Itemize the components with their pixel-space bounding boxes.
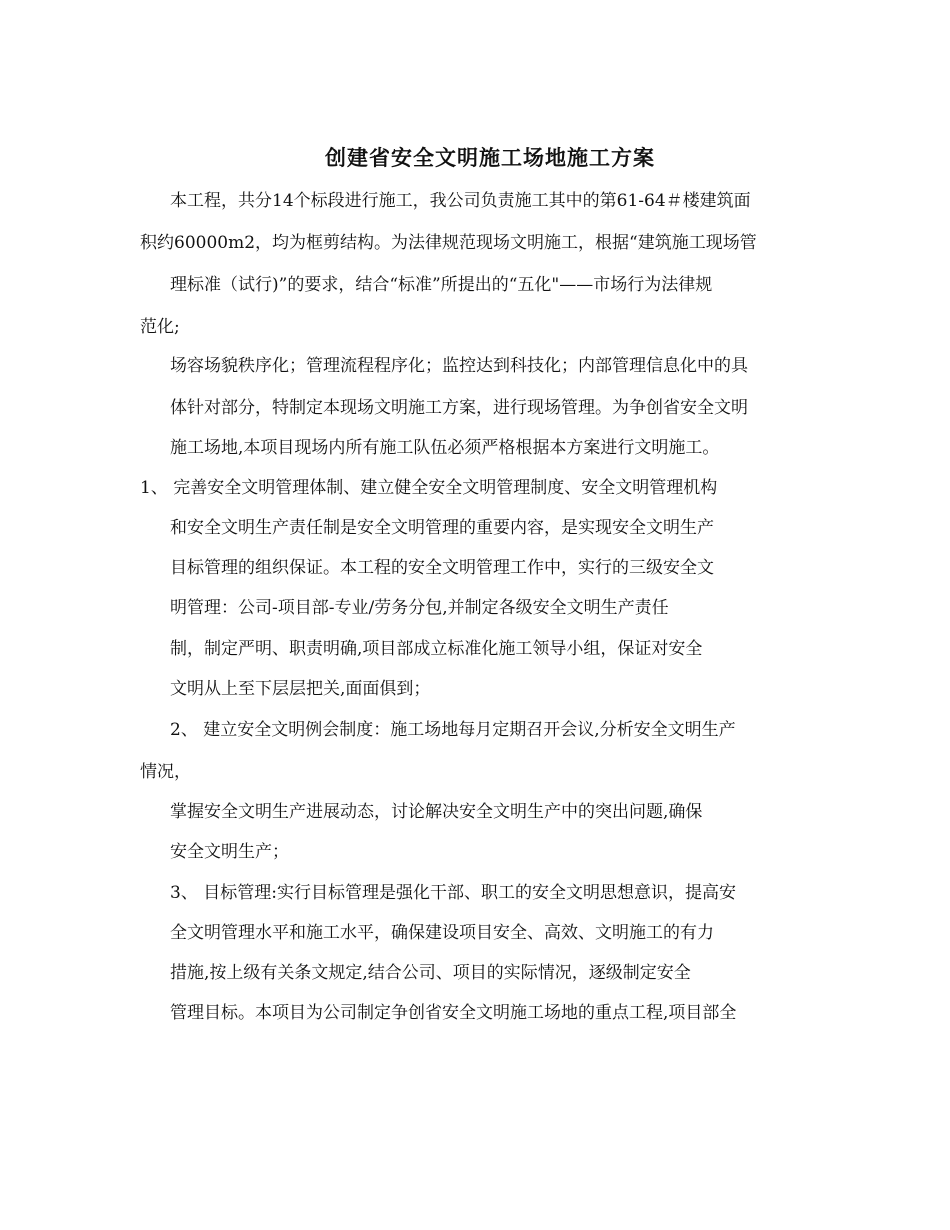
paragraph-line: 措施,按上级有关条文规定,结合公司、项目的实际情况，逐级制定安全 [170,963,691,983]
paragraph-line: 全文明管理水平和施工水平，确保建设项目安全、高效、文明施工的有力 [170,923,714,943]
paragraph-line: 情况， [140,762,191,782]
paragraph-line: 明管理：公司-项目部-专业/劳务分包,并制定各级安全文明生产责任 [170,598,669,618]
document-title: 创建省安全文明施工场地施工方案 [325,145,655,170]
paragraph-line: 理标准（试行)”的要求，结合“标准”所提出的“五化"——市场行为法律规 [170,275,713,295]
paragraph-line: 安全文明生产； [170,842,289,862]
paragraph-line: 积约60000m2，均为框剪结构。为法律规范现场文明施工，根据“建筑施工现场管 [140,233,757,253]
paragraph-line: 范化; [140,317,180,337]
paragraph-line: 体针对部分，特制定本现场文明施工方案，进行现场管理。为争创省安全文明 [170,398,748,418]
paragraph-line: 管理目标。本项目为公司制定争创省安全文明施工场地的重点工程,项目部全 [170,1003,737,1023]
paragraph-line: 制，制定严明、职责明确,项目部成立标准化施工领导小组，保证对安全 [170,639,703,659]
paragraph-line: 3、 目标管理:实行目标管理是强化干部、职工的安全文明思想意识，提高安 [170,883,736,903]
paragraph-line: 和安全文明生产责任制是安全文明管理的重要内容，是实现安全文明生产 [170,518,714,538]
paragraph-line: 目标管理的组织保证。本工程的安全文明管理工作中，实行的三级安全文 [170,558,714,578]
paragraph-line: 2、 建立安全文明例会制度：施工场地每月定期召开会议,分析安全文明生产 [170,720,736,740]
paragraph-line: 掌握安全文明生产进展动态，讨论解决安全文明生产中的突出问题,确保 [170,802,703,822]
paragraph-line: 施工场地,本项目现场内所有施工队伍必须严格根据本方案进行文明施工。 [170,438,720,458]
paragraph-line: 本工程，共分14个标段进行施工，我公司负责施工其中的第61-64＃楼建筑面 [170,191,751,211]
paragraph-line: 场容场貌秩序化；管理流程程序化；监控达到科技化；内部管理信息化中的具 [170,356,748,376]
paragraph-line: 文明从上至下层层把关,面面俱到； [170,679,431,699]
paragraph-line: 1、 完善安全文明管理体制、建立健全安全文明管理制度、安全文明管理机构 [140,478,718,498]
